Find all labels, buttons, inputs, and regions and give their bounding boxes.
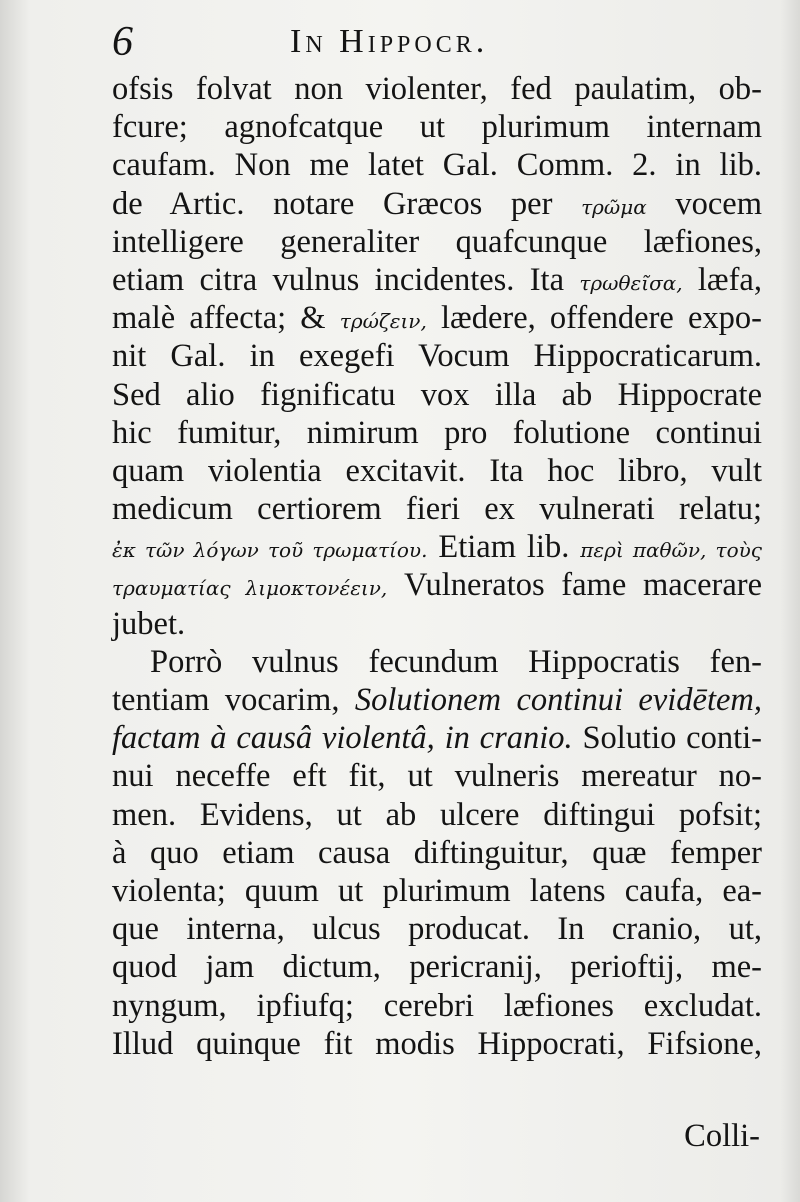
text-segment: jubet. <box>112 605 186 642</box>
text-line <box>112 872 762 910</box>
greek-phrase: περὶ παθῶν, τοὺς <box>580 538 762 563</box>
text-segment: quod jam dictum, pericranij, perioftij, me- <box>112 949 762 986</box>
text-segment: fcure; agnofcatque ut plurimum internam <box>112 109 762 146</box>
text-segment: que interna, ulcus producat. In cranio, ut, <box>112 911 762 948</box>
text-line <box>112 757 762 795</box>
text-segment: etiam citra vulnus incidentes. Ita <box>112 261 580 298</box>
text-line <box>112 910 762 948</box>
greek-phrase: τρῶμα <box>581 194 647 219</box>
page-number: 6 <box>112 19 133 65</box>
text-line <box>112 70 762 108</box>
text-line <box>112 643 762 681</box>
text-segment: nyngum, ipfiufq; cerebri læfiones excludat. <box>112 987 762 1024</box>
text-line <box>112 414 762 452</box>
text-segment: violenta; quum ut plurimum latens caufa, ea- <box>112 872 762 909</box>
text-segment: malè affecta; & <box>112 300 340 337</box>
text-line <box>112 948 762 986</box>
text-segment: Solutio conti- <box>572 720 762 757</box>
text-line <box>112 337 762 375</box>
text-segment: tentiam vocarim, <box>112 682 355 718</box>
text-segment: ofsis folvat non violenter, fed paulatim, ob- <box>112 71 762 107</box>
text-line <box>112 452 762 490</box>
text-segment: vocem <box>646 185 762 222</box>
text-line <box>112 261 762 299</box>
text-line <box>112 719 762 757</box>
italic-phrase: factam à causâ violentâ, in cranio. <box>112 720 573 757</box>
greek-phrase: τρώζειν, <box>339 309 427 334</box>
text-line <box>112 566 762 604</box>
text-segment: lædere, offendere expo- <box>426 300 762 337</box>
greek-phrase: τραυματίας λιμοκτονέειν, <box>112 576 388 601</box>
text-line <box>112 834 762 872</box>
running-head: In Hippocr. <box>290 23 489 60</box>
text-segment: nit Gal. in exegefi Vocum Hippocraticarum. <box>112 338 762 375</box>
text-line <box>112 796 762 834</box>
text-segment: hic fumitur, nimirum pro folutione continui <box>112 414 762 451</box>
text-segment: nui neceffe eft fit, ut vulneris mereatur no- <box>112 758 762 795</box>
text-line <box>112 490 762 528</box>
text-line <box>112 1025 762 1063</box>
text-segment: à quo etiam causa diftinguitur, quæ femper <box>112 834 762 871</box>
text-line <box>112 681 762 719</box>
text-line <box>112 987 762 1025</box>
text-line <box>112 146 762 184</box>
catchword: Colli- <box>684 1118 760 1154</box>
text-segment: Illud quinque fit modis Hippocrati, Fifsione, <box>112 1025 762 1062</box>
text-segment: medicum certiorem fieri ex vulnerati relatu; <box>112 491 762 528</box>
text-line <box>112 185 762 223</box>
text-segment: læfa, <box>682 261 762 298</box>
text-segment: Etiam lib. <box>427 529 581 566</box>
page-header <box>112 16 760 68</box>
text-segment: Sed alio fignificatu vox illa ab Hippocrate <box>112 376 762 413</box>
text-line <box>112 528 762 566</box>
greek-phrase: τρωθεῖσα, <box>579 270 683 295</box>
text-segment: caufam. Non me latet Gal. Comm. 2. in lib. <box>112 147 762 184</box>
text-segment: intelligere generaliter quafcunque læfiones, <box>112 223 762 260</box>
text-segment: men. Evidens, ut ab ulcere diftingui pofsit; <box>112 796 762 833</box>
text-line <box>112 299 762 337</box>
text-segment: quam violentia excitavit. Ita hoc libro, vult <box>112 452 762 489</box>
text-line <box>112 376 762 414</box>
text-line <box>112 605 762 643</box>
text-segment: de Artic. notare Græcos per <box>112 185 582 222</box>
text-line <box>112 223 762 261</box>
greek-phrase: ἐκ τῶν λόγων τοῦ τρωματίου. <box>112 538 428 563</box>
text-line <box>112 108 762 146</box>
body-text <box>112 70 762 1063</box>
text-segment: Porrò vulnus fecundum Hippocratis fen- <box>150 643 762 680</box>
text-segment: Vulneratos fame macerare <box>387 567 762 604</box>
italic-phrase: Solutionem continui evidētem, <box>354 682 762 718</box>
